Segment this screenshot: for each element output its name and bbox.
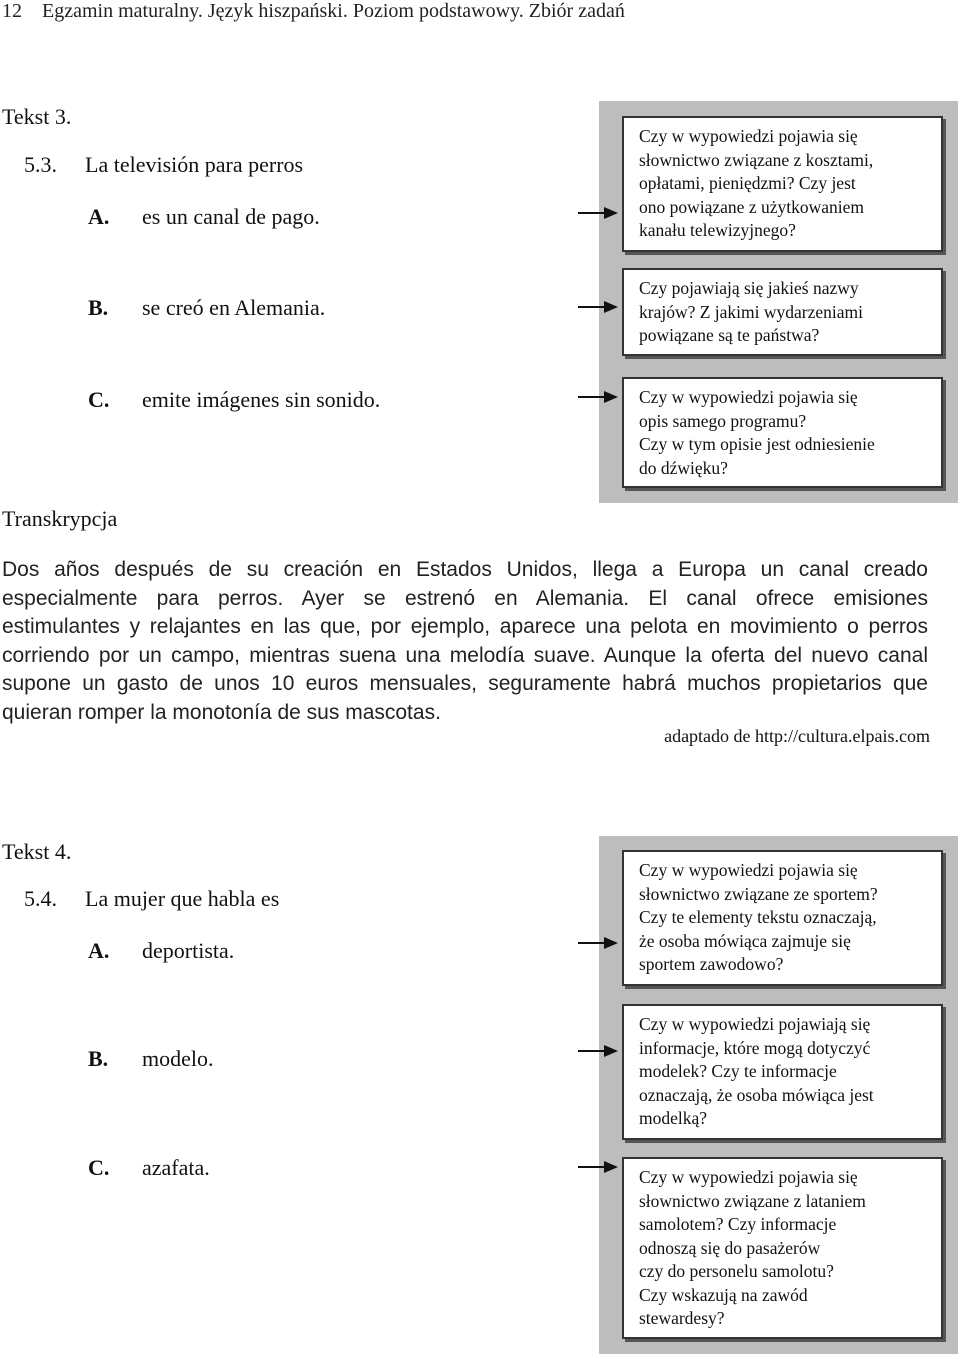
option-3-b-text: se creó en Alemania. (142, 295, 326, 320)
hint-line: słownictwo związane ze sportem? (639, 883, 878, 904)
option-3-a-letter: A. (88, 204, 110, 229)
hint-line: informacje, które mogą dotyczyć (639, 1037, 871, 1058)
option-3-b-letter: B. (88, 295, 109, 320)
transcript-title: Transkrypcja (2, 506, 118, 531)
section-3-title: Tekst 3. (2, 104, 72, 129)
option-4-c-letter: C. (88, 1155, 110, 1180)
option-4-c-text: azafata. (142, 1155, 210, 1180)
hint-box-4a (622, 850, 943, 986)
hint-line: że osoba mówiąca zajmuje się (639, 930, 851, 951)
hint-line: stewardesy? (639, 1308, 725, 1328)
option-4-b-letter: B. (88, 1046, 109, 1071)
hint-line: Czy w wypowiedzi pojawia się (639, 860, 858, 880)
hint-line: modelek? Czy te informacje (639, 1061, 837, 1081)
hint-line: Czy pojawiają się jakieś nazwy (639, 278, 859, 298)
hint-box-3c (622, 377, 943, 488)
question-3-text: La televisión para perros (85, 152, 304, 177)
hint-line: Czy te elementy tekstu oznaczają, (639, 907, 877, 927)
hint-line: opis samego programu? (639, 410, 807, 431)
source-note: adaptado de http://cultura.elpais.com (664, 726, 930, 746)
option-3-a-text: es un canal de pago. (142, 204, 320, 229)
hint-line: krajów? Z jakimi wydarzeniami (639, 301, 864, 322)
hint-box-3b (622, 268, 943, 356)
hint-box-3a (622, 116, 943, 252)
question-3-number: 5.3. (24, 152, 57, 177)
transcript-line: supone un gasto de unos 10 euros mensuales, seguramente habrá muchos propietarios que (2, 672, 928, 695)
hint-line: kanału telewizyjnego? (639, 220, 796, 240)
hint-line: czy do personelu samolotu? (639, 1261, 834, 1281)
hint-line: słownictwo związane z kosztami, (639, 149, 874, 170)
hint-line: do dźwięku? (639, 457, 728, 478)
hint-line: Czy w wypowiedzi pojawiają się (639, 1014, 871, 1034)
hint-line: Czy w wypowiedzi pojawia się (639, 387, 858, 407)
hint-line: samolotem? Czy informacje (639, 1214, 837, 1234)
hint-line: Czy w wypowiedzi pojawia się (639, 1167, 858, 1187)
hint-line: oznaczają, że osoba mówiąca jest (639, 1084, 874, 1105)
hint-line: opłatami, pieniędzmi? Czy jest (639, 173, 856, 193)
option-4-b-text: modelo. (142, 1046, 214, 1071)
transcript-line: Dos años después de su creación en Estados Unidos, llega a Europa un canal creado (2, 558, 928, 581)
hint-line: modelką? (639, 1108, 708, 1128)
arrow-icon (578, 206, 618, 220)
hint-line: odnoszą się do pasażerów (639, 1237, 821, 1258)
arrow-icon (578, 1160, 618, 1174)
arrow-icon (578, 1044, 618, 1058)
transcript-line: quieran romper la monotonía de sus mascotas. (2, 700, 441, 724)
hint-line: Czy w wypowiedzi pojawia się (639, 126, 858, 146)
arrow-icon (578, 300, 618, 314)
hint-line: sportem zawodowo? (639, 954, 784, 974)
hint-box-4b (622, 1004, 943, 1140)
transcript-text (2, 556, 928, 727)
page-header: 12 Egzamin maturalny. Język hiszpański. Poziom podstawowy. Zbiór zadań (2, 0, 625, 22)
hint-line: słownictwo związane z lataniem (639, 1190, 866, 1211)
option-4-a-text: deportista. (142, 938, 235, 963)
option-3-c-text: emite imágenes sin sonido. (142, 387, 381, 412)
transcript-line: especialmente para perros. Ayer se estrenó en Alemania. El canal ofrece emisiones (2, 586, 928, 610)
option-4-a-letter: A. (88, 938, 110, 963)
option-3-c-letter: C. (88, 387, 110, 412)
arrow-icon (578, 390, 618, 404)
question-4-text: La mujer que habla es (85, 886, 280, 911)
hint-line: Czy wskazują na zawód (639, 1284, 808, 1305)
hint-line: powiązane są te państwa? (639, 325, 820, 345)
hint-box-4c (622, 1157, 943, 1339)
section-4-title: Tekst 4. (2, 839, 72, 864)
arrow-icon (578, 936, 618, 950)
transcript-line: corriendo por un campo, mientras suena una melodía suave. Aunque la oferta del nuevo canal (2, 643, 928, 667)
hint-line: ono powiązane z użytkowaniem (639, 196, 864, 217)
question-4-number: 5.4. (24, 886, 57, 911)
hint-line: Czy w tym opisie jest odniesienie (639, 434, 875, 454)
transcript-line: estimulantes y relajantes en las que, por ejemplo, aparece una pelota en movimiento o perros (2, 615, 928, 638)
